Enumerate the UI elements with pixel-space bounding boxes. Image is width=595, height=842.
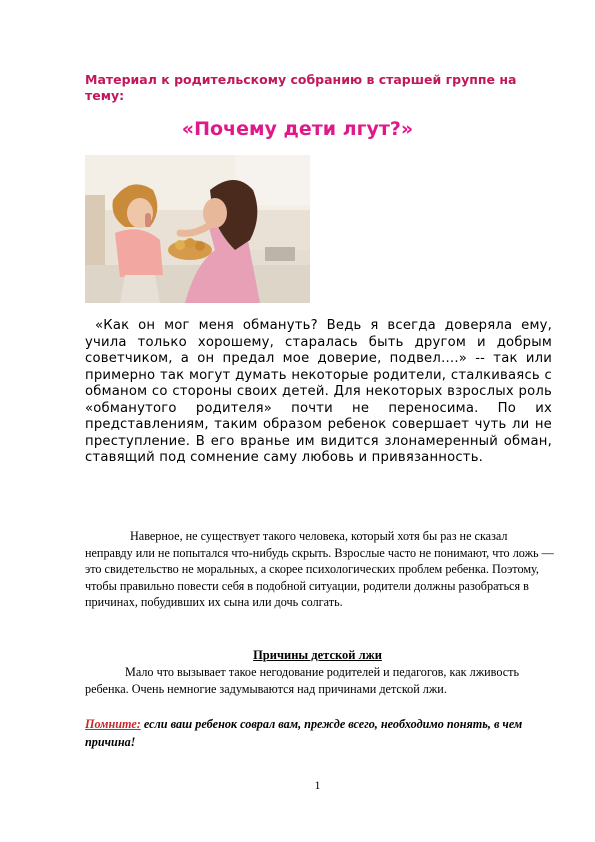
mother-child-photo [85, 155, 310, 303]
remember-text: если ваш ребенок соврал вам, прежде всего, необходимо понять, в чем причина! [85, 717, 523, 749]
body-paragraph: Наверное, не существует такого человека, который хотя бы раз не сказал неправду или не попытался что-нибудь скрыть. Взрослые часто не понимают, что ложь — это свидетельство не моральных, а скорее психологических проблем ребенка. Поэтому, чтобы правильно повести себя в подобной ситуации, родители должны разобраться в причинах, побудивших их сына или дочь солгать. [85, 529, 554, 609]
intro-paragraph: «Как он мог меня обмануть? Ведь я всегда доверяла ему, учила только хорошему, старалась быть другом и добрым советчиком, а он предал мое доверие, подвел….» -- так или примерно так могут думать некоторые родители, сталкиваясь с обманом со стороны своих детей. Для некоторых взрослых роль «обманутого родителя» почти не переносима. По их представлениям, таким образом ребенок совершает чуть ли не преступление. В его вранье им видится злонамеренный обман, ставящий под сомнение саму любовь и привязанность. [85, 318, 552, 465]
remember-label: Помните: [85, 717, 141, 731]
document-subtitle: Материал к родительскому собранию в старшей группе на тему: [85, 72, 517, 103]
document-title: «Почему дети лгут?» [181, 118, 414, 140]
remember-note [85, 715, 540, 751]
page-number: 1 [314, 780, 321, 792]
section-paragraph: Мало что вызывает такое негодование родителей и педагогов, как лживость ребенка. Очень немногие задумываются над причинами детской лжи. [85, 665, 520, 696]
section-heading: Причины детской лжи [253, 648, 382, 662]
